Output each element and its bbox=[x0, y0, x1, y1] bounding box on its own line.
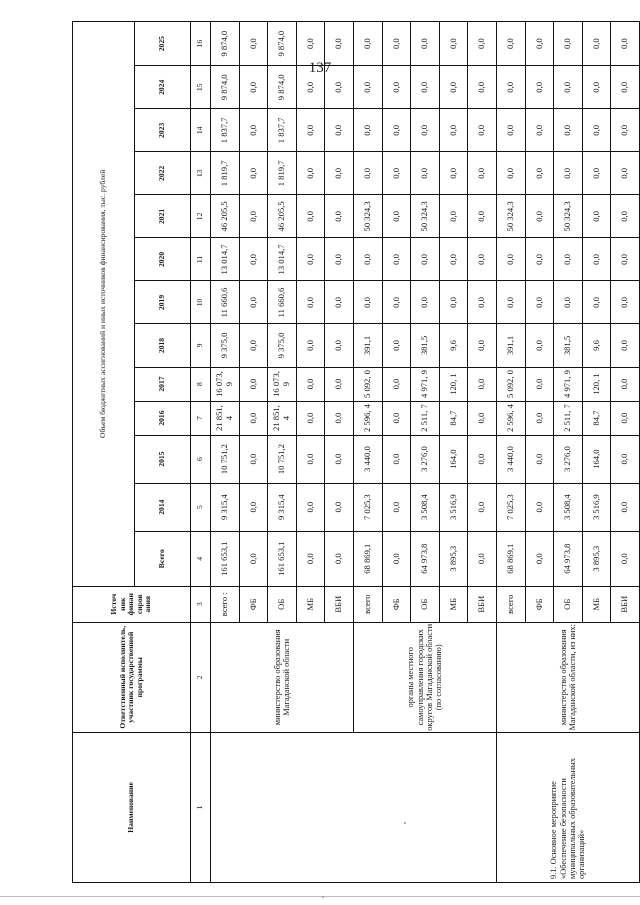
year-value: 9,6 bbox=[582, 324, 611, 367]
year-value: 0,0 bbox=[382, 483, 411, 531]
year-value: 0,0 bbox=[611, 22, 640, 66]
year-value: 0,0 bbox=[296, 238, 325, 281]
year-value: 10 751,2 bbox=[268, 435, 297, 483]
budget-table bbox=[72, 21, 640, 883]
year-value: 50 324,3 bbox=[411, 195, 440, 238]
year-value: 2 511, 7 bbox=[554, 401, 583, 435]
column-number: 9 bbox=[191, 324, 211, 367]
header-year: 2025 bbox=[135, 22, 191, 66]
column-number: 15 bbox=[191, 66, 211, 109]
table-body bbox=[211, 22, 640, 883]
year-value: 0,0 bbox=[468, 109, 497, 152]
header-year: 2019 bbox=[135, 281, 191, 324]
year-value: 164,0 bbox=[582, 435, 611, 483]
year-value: 0,0 bbox=[525, 435, 554, 483]
year-value: 0,0 bbox=[296, 195, 325, 238]
year-value: 0,0 bbox=[525, 367, 554, 401]
year-value: 0,0 bbox=[496, 66, 525, 109]
header-name: Наименование bbox=[73, 732, 191, 882]
year-value: 0,0 bbox=[439, 22, 468, 66]
year-value: 3 276,0 bbox=[554, 435, 583, 483]
header-year: 2016 bbox=[135, 401, 191, 435]
year-value: 0,0 bbox=[325, 483, 354, 531]
year-value: 0,0 bbox=[239, 238, 268, 281]
header-total: Всего bbox=[135, 531, 191, 586]
year-value: 50 324,3 bbox=[353, 195, 382, 238]
total-value: 0,0 bbox=[468, 531, 497, 586]
year-value: 0,0 bbox=[525, 66, 554, 109]
year-value: 0,0 bbox=[582, 238, 611, 281]
year-value: 0,0 bbox=[611, 435, 640, 483]
year-value: 0,0 bbox=[525, 238, 554, 281]
year-value: 0,0 bbox=[411, 152, 440, 195]
year-value: 0,0 bbox=[239, 324, 268, 367]
year-value: 0,0 bbox=[239, 22, 268, 66]
measure-name: 9.1. Основное мероприятие «Обеспечение безопасности муниципальных образовательных организаций» bbox=[496, 732, 639, 882]
year-value: 1 837,7 bbox=[211, 109, 240, 152]
year-value: 5 092, 0 bbox=[353, 367, 382, 401]
year-value: 0,0 bbox=[382, 324, 411, 367]
year-value: 0,0 bbox=[411, 22, 440, 66]
year-value: 0,0 bbox=[411, 281, 440, 324]
executor-cell: органы местного самоуправления городских округов Магаданской области (по согласованию) bbox=[353, 622, 496, 732]
column-number: 6 bbox=[191, 435, 211, 483]
year-value: 0,0 bbox=[468, 281, 497, 324]
table-row bbox=[496, 22, 525, 883]
total-value: 0,0 bbox=[525, 531, 554, 586]
year-value: 0,0 bbox=[525, 195, 554, 238]
year-value: 0,0 bbox=[611, 401, 640, 435]
year-value: 0,0 bbox=[582, 22, 611, 66]
funding-source: ФБ bbox=[239, 586, 268, 622]
year-value: 0,0 bbox=[496, 281, 525, 324]
header-year: 2022 bbox=[135, 152, 191, 195]
year-value: 164,0 bbox=[439, 435, 468, 483]
year-value: 0,0 bbox=[325, 22, 354, 66]
year-value: 381,5 bbox=[411, 324, 440, 367]
column-number: 11 bbox=[191, 238, 211, 281]
executor-cell: министерство образования Магаданской области bbox=[211, 622, 354, 732]
year-value: 0,0 bbox=[496, 238, 525, 281]
year-value: 0,0 bbox=[239, 281, 268, 324]
year-value: 0,0 bbox=[611, 109, 640, 152]
year-value: 0,0 bbox=[325, 401, 354, 435]
year-value: 50 324,3 bbox=[496, 195, 525, 238]
year-value: 0,0 bbox=[582, 66, 611, 109]
total-value: 64 973,8 bbox=[411, 531, 440, 586]
total-value: 0,0 bbox=[239, 531, 268, 586]
year-value: 0,0 bbox=[353, 238, 382, 281]
year-value: 9 375,0 bbox=[268, 324, 297, 367]
year-value: 0,0 bbox=[382, 66, 411, 109]
year-value: 0,0 bbox=[468, 483, 497, 531]
year-value: 9 315,4 bbox=[211, 483, 240, 531]
year-value: 0,0 bbox=[353, 22, 382, 66]
page-number: 137 bbox=[308, 60, 332, 76]
column-number: 12 bbox=[191, 195, 211, 238]
year-value: 0,0 bbox=[296, 66, 325, 109]
year-value: 9 874,0 bbox=[211, 22, 240, 66]
year-value: 5 092, 0 bbox=[496, 367, 525, 401]
year-value: 50 324,3 bbox=[554, 195, 583, 238]
column-number: 8 bbox=[191, 367, 211, 401]
year-value: 0,0 bbox=[353, 281, 382, 324]
funding-source: ОБ bbox=[554, 586, 583, 622]
year-value: 0,0 bbox=[239, 195, 268, 238]
year-value: 0,0 bbox=[382, 238, 411, 281]
year-value: 0,0 bbox=[611, 483, 640, 531]
year-value: 4 971, 9 bbox=[554, 367, 583, 401]
year-value: 0,0 bbox=[325, 281, 354, 324]
year-value: 0,0 bbox=[525, 483, 554, 531]
year-value: 0,0 bbox=[296, 281, 325, 324]
funding-source: всего : bbox=[211, 586, 240, 622]
year-value: 3 516,9 bbox=[439, 483, 468, 531]
year-value: 16 073, 9 bbox=[268, 367, 297, 401]
year-value: 0,0 bbox=[325, 195, 354, 238]
year-value: 0,0 bbox=[525, 109, 554, 152]
year-value: 9 874,0 bbox=[268, 22, 297, 66]
year-value: 0,0 bbox=[439, 281, 468, 324]
column-number-row bbox=[191, 22, 211, 883]
column-number: 5 bbox=[191, 483, 211, 531]
year-value: 0,0 bbox=[382, 367, 411, 401]
total-value: 68 869,1 bbox=[353, 531, 382, 586]
funding-source: ОБ bbox=[411, 586, 440, 622]
year-value: 9 874,0 bbox=[211, 66, 240, 109]
year-value: 3 440,0 bbox=[496, 435, 525, 483]
year-value: 0,0 bbox=[439, 238, 468, 281]
year-value: 0,0 bbox=[239, 109, 268, 152]
year-value: 0,0 bbox=[239, 66, 268, 109]
column-number: 3 bbox=[191, 586, 211, 622]
year-value: 0,0 bbox=[353, 109, 382, 152]
year-value: 0,0 bbox=[468, 195, 497, 238]
year-value: 0,0 bbox=[382, 195, 411, 238]
total-value: 161 653,1 bbox=[268, 531, 297, 586]
column-number: 4 bbox=[191, 531, 211, 586]
year-value: 0,0 bbox=[611, 281, 640, 324]
year-value: 0,0 bbox=[239, 435, 268, 483]
total-value: 3 895,3 bbox=[582, 531, 611, 586]
year-value: 3 508,4 bbox=[554, 483, 583, 531]
year-value: 0,0 bbox=[382, 435, 411, 483]
funding-source: МБ bbox=[439, 586, 468, 622]
funding-source: всего bbox=[353, 586, 382, 622]
year-value: 0,0 bbox=[468, 367, 497, 401]
year-value: 0,0 bbox=[554, 66, 583, 109]
year-value: 11 660,6 bbox=[268, 281, 297, 324]
year-value: 0,0 bbox=[439, 152, 468, 195]
year-value: 21 851, 4 bbox=[268, 401, 297, 435]
header-year: 2023 bbox=[135, 109, 191, 152]
year-value: 3 440,0 bbox=[353, 435, 382, 483]
year-value: 120, 1 bbox=[582, 367, 611, 401]
column-number: 10 bbox=[191, 281, 211, 324]
total-value: 0,0 bbox=[382, 531, 411, 586]
year-value: 11 660,6 bbox=[211, 281, 240, 324]
year-value: 0,0 bbox=[611, 152, 640, 195]
year-value: 0,0 bbox=[325, 324, 354, 367]
year-value: 1 819,7 bbox=[211, 152, 240, 195]
year-value: 16 073, 9 bbox=[211, 367, 240, 401]
year-value: 0,0 bbox=[554, 152, 583, 195]
table-row bbox=[211, 22, 240, 883]
year-value: 0,0 bbox=[239, 401, 268, 435]
year-value: 0,0 bbox=[582, 195, 611, 238]
header-year: 2024 bbox=[135, 66, 191, 109]
year-value: 10 751,2 bbox=[211, 435, 240, 483]
funding-source: ФБ bbox=[382, 586, 411, 622]
year-value: 0,0 bbox=[468, 152, 497, 195]
year-value: 0,0 bbox=[468, 324, 497, 367]
year-value: 0,0 bbox=[296, 22, 325, 66]
header-executor: Ответственный исполнитель, участник государственной программы bbox=[73, 622, 191, 732]
header-year: 2015 bbox=[135, 435, 191, 483]
total-value: 161 653,1 bbox=[211, 531, 240, 586]
year-value: 120, 1 bbox=[439, 367, 468, 401]
column-number: 13 bbox=[191, 152, 211, 195]
year-value: 0,0 bbox=[554, 22, 583, 66]
year-value: 0,0 bbox=[382, 401, 411, 435]
total-value: 3 895,3 bbox=[439, 531, 468, 586]
year-value: 2 596, 4 bbox=[353, 401, 382, 435]
year-value: 0,0 bbox=[611, 367, 640, 401]
year-value: 0,0 bbox=[325, 238, 354, 281]
header-year: 2017 bbox=[135, 367, 191, 401]
year-value: 0,0 bbox=[239, 367, 268, 401]
year-value: 0,0 bbox=[411, 109, 440, 152]
year-value: 0,0 bbox=[525, 401, 554, 435]
year-value: 0,0 bbox=[468, 435, 497, 483]
header-year: 2021 bbox=[135, 195, 191, 238]
year-value: 3 508,4 bbox=[411, 483, 440, 531]
year-value: 7 025,3 bbox=[353, 483, 382, 531]
column-number: 16 bbox=[191, 22, 211, 66]
year-value: 0,0 bbox=[611, 238, 640, 281]
year-value: 0,0 bbox=[296, 324, 325, 367]
header-source: Источ ник финан сиров ания bbox=[73, 586, 191, 622]
year-value: 13 014,7 bbox=[268, 238, 297, 281]
year-value: 21 851, 4 bbox=[211, 401, 240, 435]
year-value: 0,0 bbox=[239, 483, 268, 531]
year-value: 4 971, 9 bbox=[411, 367, 440, 401]
year-value: 0,0 bbox=[382, 22, 411, 66]
funding-source: ВБИ bbox=[468, 586, 497, 622]
rotated-table-wrapper bbox=[72, 21, 640, 883]
year-value: 0,0 bbox=[325, 109, 354, 152]
year-value: 0,0 bbox=[296, 367, 325, 401]
year-value: 0,0 bbox=[353, 152, 382, 195]
year-value: 0,0 bbox=[239, 152, 268, 195]
year-value: 0,0 bbox=[468, 66, 497, 109]
header-year: 2014 bbox=[135, 483, 191, 531]
column-number: 14 bbox=[191, 109, 211, 152]
year-value: 0,0 bbox=[468, 22, 497, 66]
year-value: 9 375,0 bbox=[211, 324, 240, 367]
year-value: 84,7 bbox=[582, 401, 611, 435]
column-number: 7 bbox=[191, 401, 211, 435]
year-value: 0,0 bbox=[325, 152, 354, 195]
year-value: 46 205,5 bbox=[211, 195, 240, 238]
year-value: 1 819,7 bbox=[268, 152, 297, 195]
total-value: 64 973,8 bbox=[554, 531, 583, 586]
year-value: 3 516,9 bbox=[582, 483, 611, 531]
year-value: 0,0 bbox=[582, 152, 611, 195]
year-value: 0,0 bbox=[382, 109, 411, 152]
header-volume-caption: Объем бюджетных ассигнований и иных источников финансирования, тыс. рублей bbox=[73, 22, 135, 587]
year-value: 0,0 bbox=[496, 22, 525, 66]
year-value: 2 511, 7 bbox=[411, 401, 440, 435]
year-value: 84,7 bbox=[439, 401, 468, 435]
year-value: 0,0 bbox=[296, 109, 325, 152]
year-value: 2 596, 4 bbox=[496, 401, 525, 435]
year-value: 0,0 bbox=[525, 281, 554, 324]
column-number: 2 bbox=[191, 622, 211, 732]
year-value: 0,0 bbox=[468, 238, 497, 281]
year-value: 0,0 bbox=[554, 109, 583, 152]
year-value: 0,0 bbox=[296, 401, 325, 435]
measure-name-empty bbox=[211, 732, 497, 882]
total-value: 0,0 bbox=[325, 531, 354, 586]
year-value: 0,0 bbox=[325, 435, 354, 483]
year-value: 391,1 bbox=[496, 324, 525, 367]
year-value: 13 014,7 bbox=[211, 238, 240, 281]
header-year: 2018 bbox=[135, 324, 191, 367]
total-value: 68 869,1 bbox=[496, 531, 525, 586]
year-value: 1 837,7 bbox=[268, 109, 297, 152]
year-value: 0,0 bbox=[611, 324, 640, 367]
year-value: 0,0 bbox=[554, 281, 583, 324]
year-value: 0,0 bbox=[411, 238, 440, 281]
year-value: 0,0 bbox=[382, 281, 411, 324]
funding-source: МБ bbox=[296, 586, 325, 622]
year-value: 0,0 bbox=[496, 152, 525, 195]
year-value: 9,6 bbox=[439, 324, 468, 367]
year-value: 0,0 bbox=[296, 483, 325, 531]
year-value: 7 025,3 bbox=[496, 483, 525, 531]
year-value: 0,0 bbox=[582, 109, 611, 152]
year-value: 0,0 bbox=[611, 195, 640, 238]
year-value: 381,5 bbox=[554, 324, 583, 367]
year-value: 391,1 bbox=[353, 324, 382, 367]
executor-cell: министерство образования Магаданской области, из них: bbox=[496, 622, 639, 732]
header-year: 2020 bbox=[135, 238, 191, 281]
year-value: 0,0 bbox=[325, 66, 354, 109]
year-value: 0,0 bbox=[325, 367, 354, 401]
funding-source: всего bbox=[496, 586, 525, 622]
year-value: 0,0 bbox=[525, 324, 554, 367]
year-value: 0,0 bbox=[525, 22, 554, 66]
year-value: 0,0 bbox=[439, 66, 468, 109]
year-value: 0,0 bbox=[468, 401, 497, 435]
year-value: 0,0 bbox=[411, 66, 440, 109]
year-value: 9 315,4 bbox=[268, 483, 297, 531]
total-value: 0,0 bbox=[296, 531, 325, 586]
scan-speck bbox=[322, 896, 324, 898]
year-value: 0,0 bbox=[353, 66, 382, 109]
year-value: 0,0 bbox=[382, 152, 411, 195]
column-number: 1 bbox=[191, 732, 211, 882]
funding-source: ОБ bbox=[268, 586, 297, 622]
year-value: 0,0 bbox=[439, 195, 468, 238]
year-value: 0,0 bbox=[554, 238, 583, 281]
scan-speck bbox=[404, 822, 406, 824]
funding-source: ФБ bbox=[525, 586, 554, 622]
funding-source: ВБИ bbox=[611, 586, 640, 622]
funding-source: ВБИ bbox=[325, 586, 354, 622]
year-value: 0,0 bbox=[439, 109, 468, 152]
year-value: 0,0 bbox=[296, 435, 325, 483]
year-value: 3 276,0 bbox=[411, 435, 440, 483]
year-value: 0,0 bbox=[525, 152, 554, 195]
total-value: 0,0 bbox=[611, 531, 640, 586]
year-value: 0,0 bbox=[582, 281, 611, 324]
year-value: 0,0 bbox=[496, 109, 525, 152]
scan-edge-line bbox=[0, 896, 640, 897]
year-value: 0,0 bbox=[611, 66, 640, 109]
year-value: 0,0 bbox=[296, 152, 325, 195]
funding-source: МБ bbox=[582, 586, 611, 622]
year-value: 9 874,0 bbox=[268, 66, 297, 109]
year-value: 46 205,5 bbox=[268, 195, 297, 238]
